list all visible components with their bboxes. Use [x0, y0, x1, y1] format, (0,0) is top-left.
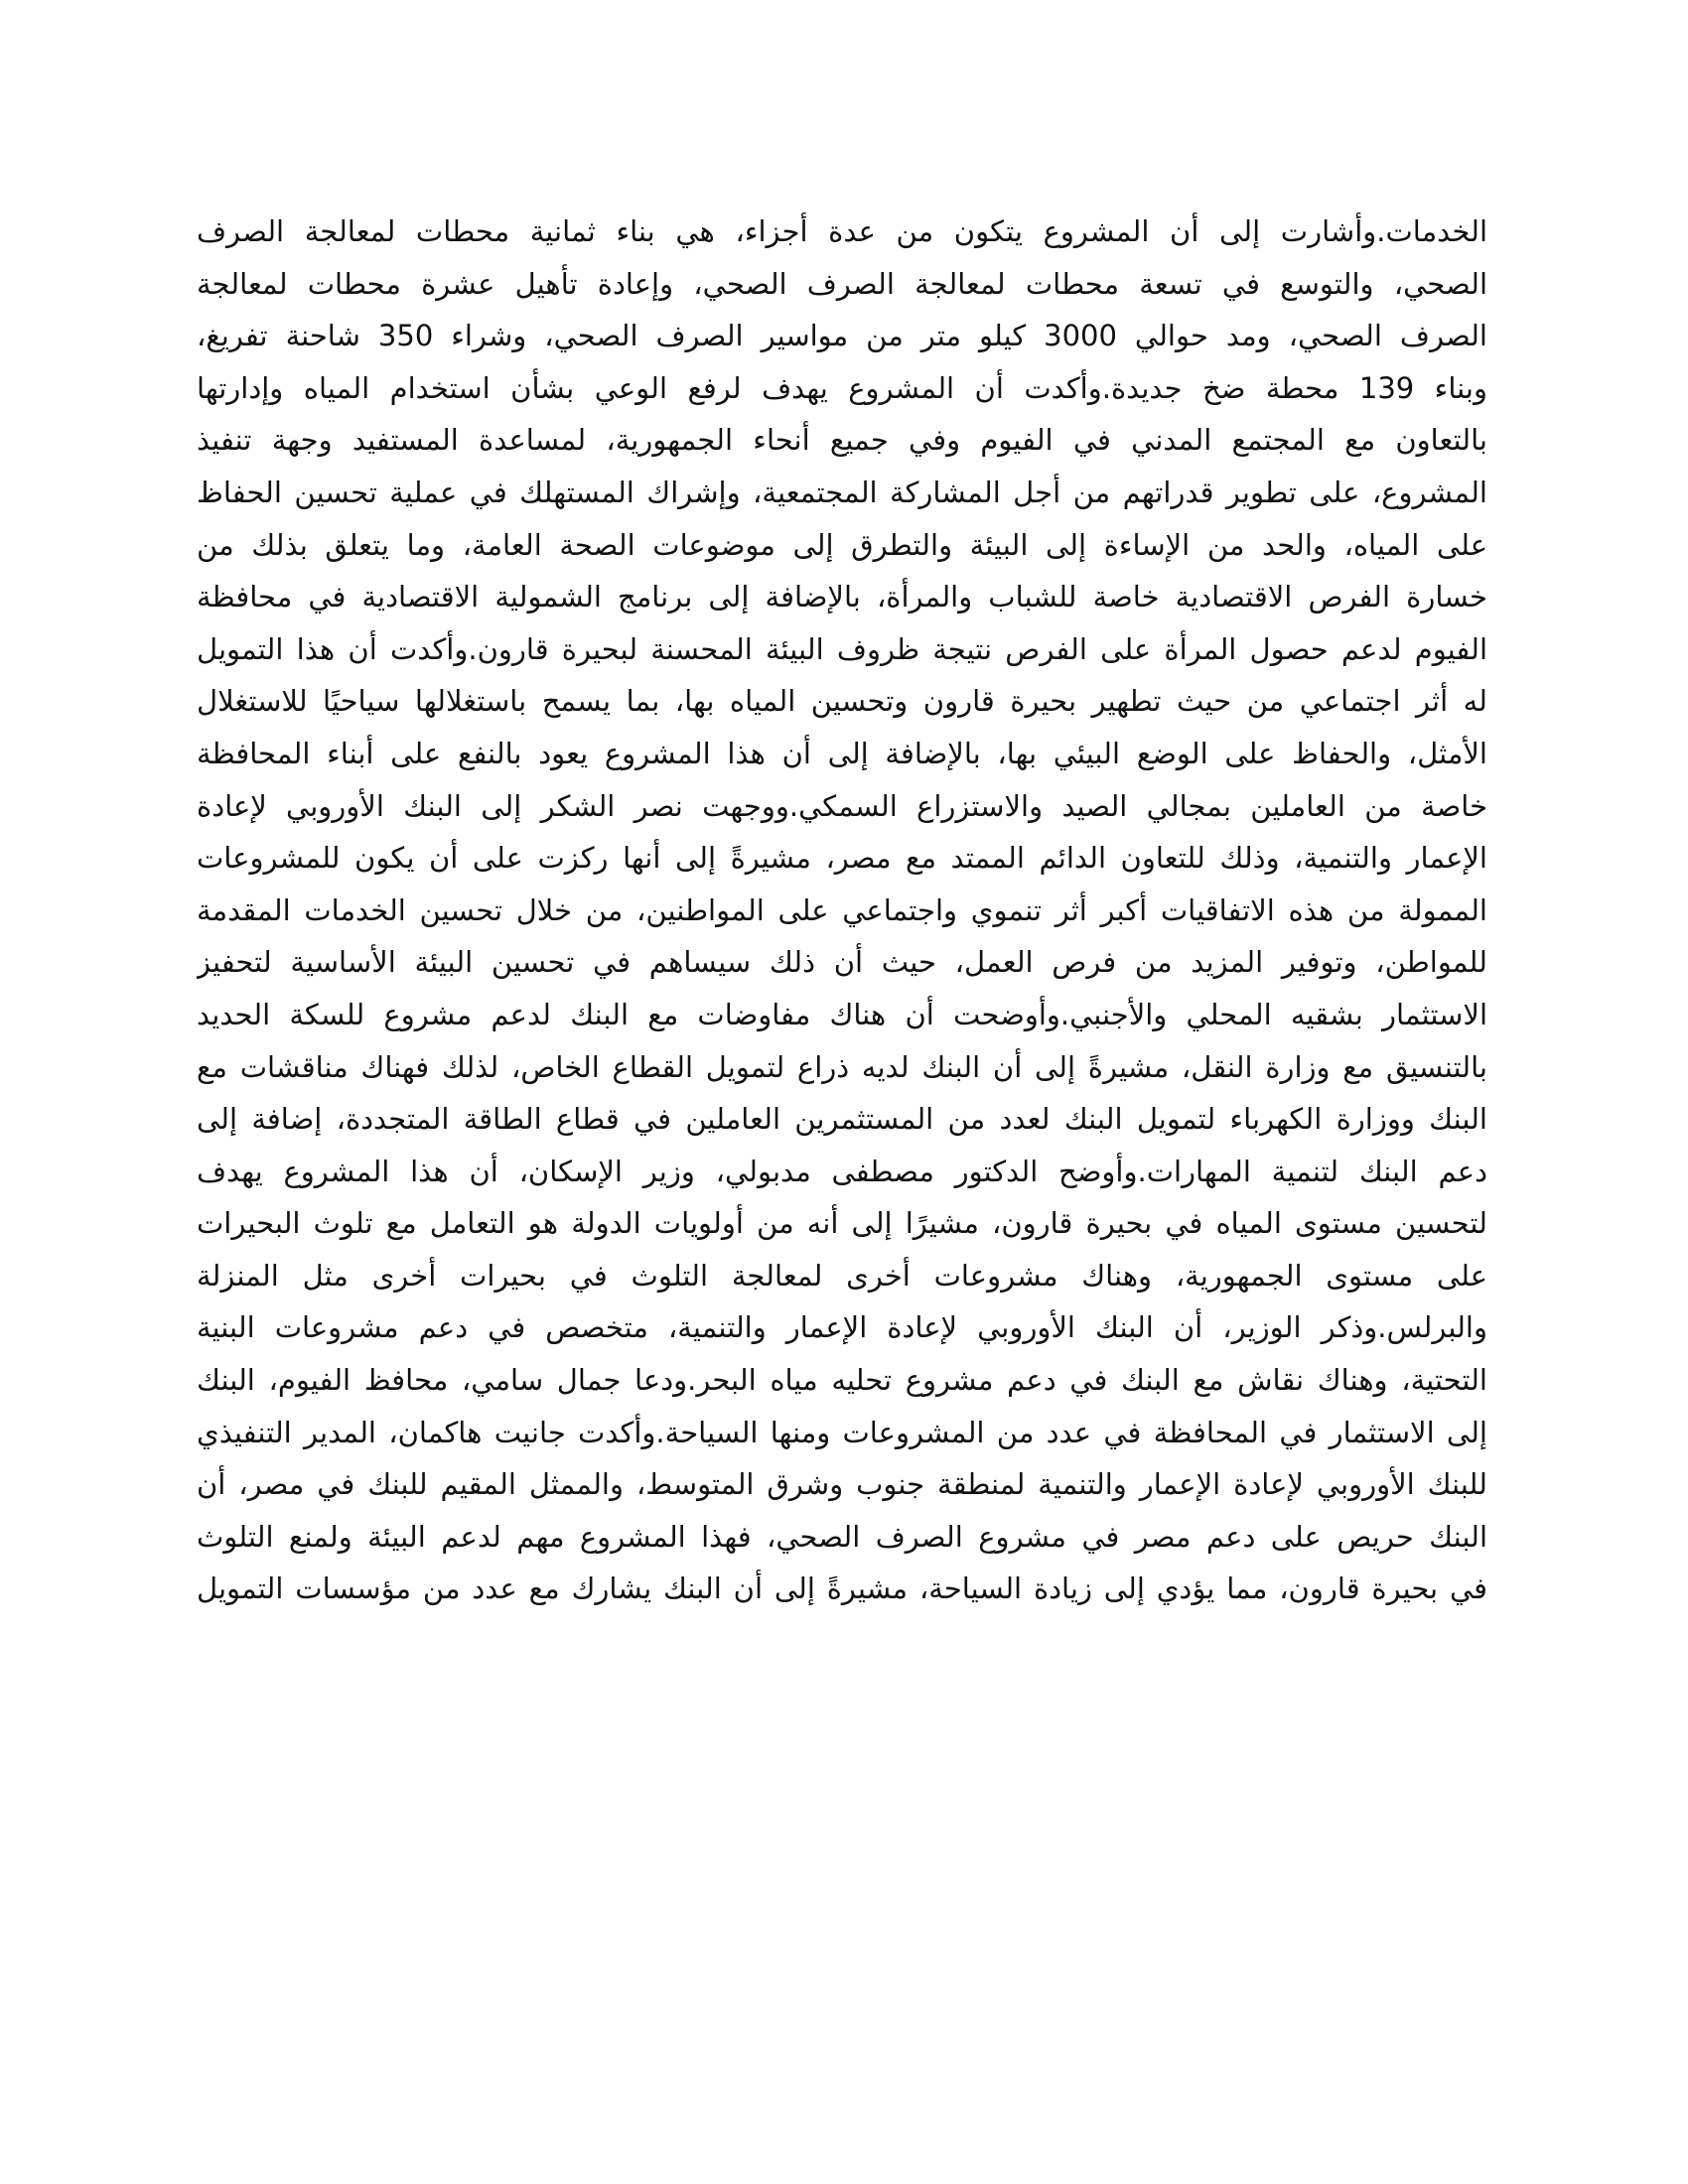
text-line: والبرلس.وذكر الوزير، أن البنك الأوروبي لإعادة الإعمار والتنمية، متخصص في دعم مشروعات البنية	[197, 1310, 1487, 1345]
text-line: الإعمار والتنمية، وذلك للتعاون الدائم الممتد مع مصر، مشيرةً إلى أنها ركزت على أن يكون للمشروعات	[197, 841, 1487, 876]
text-line: التحتية، وهناك نقاش مع البنك في دعم مشروع تحليه مياه البحر.ودعا جمال سامي، محافظ الفيوم، البنك	[197, 1363, 1487, 1398]
text-line: الأمثل، والحفاظ على الوضع البيئي بها، بالإضافة إلى أن هذا المشروع يعود بالنفع على أبناء المحافظة	[197, 736, 1487, 770]
text-line: له أثر اجتماعي من حيث تطهير بحيرة قارون وتحسين المياه بها، بما يسمح باستغلالها سياحيًا للاستغلال	[197, 684, 1487, 719]
text-line: وبناء 139 محطة ضخ جديدة.وأكدت أن المشروع يهدف لرفع الوعي بشأن استخدام المياه وإدارتها	[197, 370, 1487, 405]
article-body	[197, 205, 1487, 1615]
text-line: الاستثمار بشقيه المحلي والأجنبي.وأوضحت أن هناك مفاوضات مع البنك لدعم مشروع للسكة الحديد	[197, 997, 1487, 1031]
text-line: الخدمات.وأشارت إلى أن المشروع يتكون من عدة أجزاء، هي بناء ثمانية محطات لمعالجة الصرف	[197, 214, 1487, 248]
text-line: خاصة من العاملين بمجالي الصيد والاستزراع السمكي.ووجهت نصر الشكر إلى البنك الأوروبي لإعادة	[197, 788, 1487, 823]
text-line: على مستوى الجمهورية، وهناك مشروعات أخرى لمعالجة التلوث في بحيرات أخرى مثل المنزلة	[197, 1258, 1487, 1293]
text-line: في بحيرة قارون، مما يؤدي إلى زيادة السياحة، مشيرةً إلى أن البنك يشارك مع عدد من مؤسسات التمويل	[197, 1571, 1487, 1606]
text-line: المشروع، على تطوير قدراتهم من أجل المشاركة المجتمعية، وإشراك المستهلك في عملية تحسين الحفاظ	[197, 475, 1487, 509]
text-line: الصرف الصحي، ومد حوالي 3000 كيلو متر من مواسير الصرف الصحي، وشراء 350 شاحنة تفريغ،	[197, 319, 1487, 353]
text-line: البنك حريص على دعم مصر في مشروع الصرف الصحي، فهذا المشروع مهم لدعم البيئة ولمنع التلوث	[197, 1519, 1487, 1554]
text-line: للبنك الأوروبي لإعادة الإعمار والتنمية لمنطقة جنوب وشرق المتوسط، والممثل المقيم للبنك في مصر، أن	[197, 1467, 1487, 1502]
text-line: الصحي، والتوسع في تسعة محطات لمعالجة الصرف الصحي، وإعادة تأهيل عشرة محطات لمعالجة	[197, 266, 1487, 301]
text-line: الفيوم لدعم حصول المرأة على الفرص نتيجة ظروف البيئة المحسنة لبحيرة قارون.وأكدت أن هذا التمويل	[197, 631, 1487, 666]
text-line: بالتنسيق مع وزارة النقل، مشيرةً إلى أن البنك لديه ذراع لتمويل القطاع الخاص، لذلك فهناك مناقشات مع	[197, 1049, 1487, 1084]
text-line: البنك ووزارة الكهرباء لتمويل البنك لعدد من المستثمرين العاملين في قطاع الطاقة المتجددة، إضافة إلى	[197, 1102, 1487, 1137]
text-line: خسارة الفرص الاقتصادية خاصة للشباب والمرأة، بالإضافة إلى برنامج الشمولية الاقتصادية في محافظة	[197, 580, 1487, 614]
text-line: إلى الاستثمار في المحافظة في عدد من المشروعات ومنها السياحة.وأكدت جانيت هاكمان، المدير التنفيذي	[197, 1415, 1487, 1449]
text-line: دعم البنك لتنمية المهارات.وأوضح الدكتور مصطفى مدبولي، وزير الإسكان، أن هذا المشروع يهدف	[197, 1154, 1487, 1188]
text-line: للمواطن، وتوفير المزيد من فرص العمل، حيث أن ذلك سيساهم في تحسين البيئة الأساسية لتحفيز	[197, 945, 1487, 980]
text-line: على المياه، والحد من الإساءة إلى البيئة والتطرق إلى موضوعات الصحة العامة، وما يتعلق بذلك من	[197, 527, 1487, 562]
text-line: الممولة من هذه الاتفاقيات أكبر أثر تنموي واجتماعي على المواطنين، من خلال تحسين الخدمات المقدمة	[197, 892, 1487, 927]
text-line: بالتعاون مع المجتمع المدني في الفيوم وفي جميع أنحاء الجمهورية، لمساعدة المستفيد وجهة تنفيذ	[197, 423, 1487, 458]
text-line: لتحسين مستوى المياه في بحيرة قارون، مشيرًا إلى أنه من أولويات الدولة هو التعامل مع تلوث البحيرات	[197, 1206, 1487, 1241]
